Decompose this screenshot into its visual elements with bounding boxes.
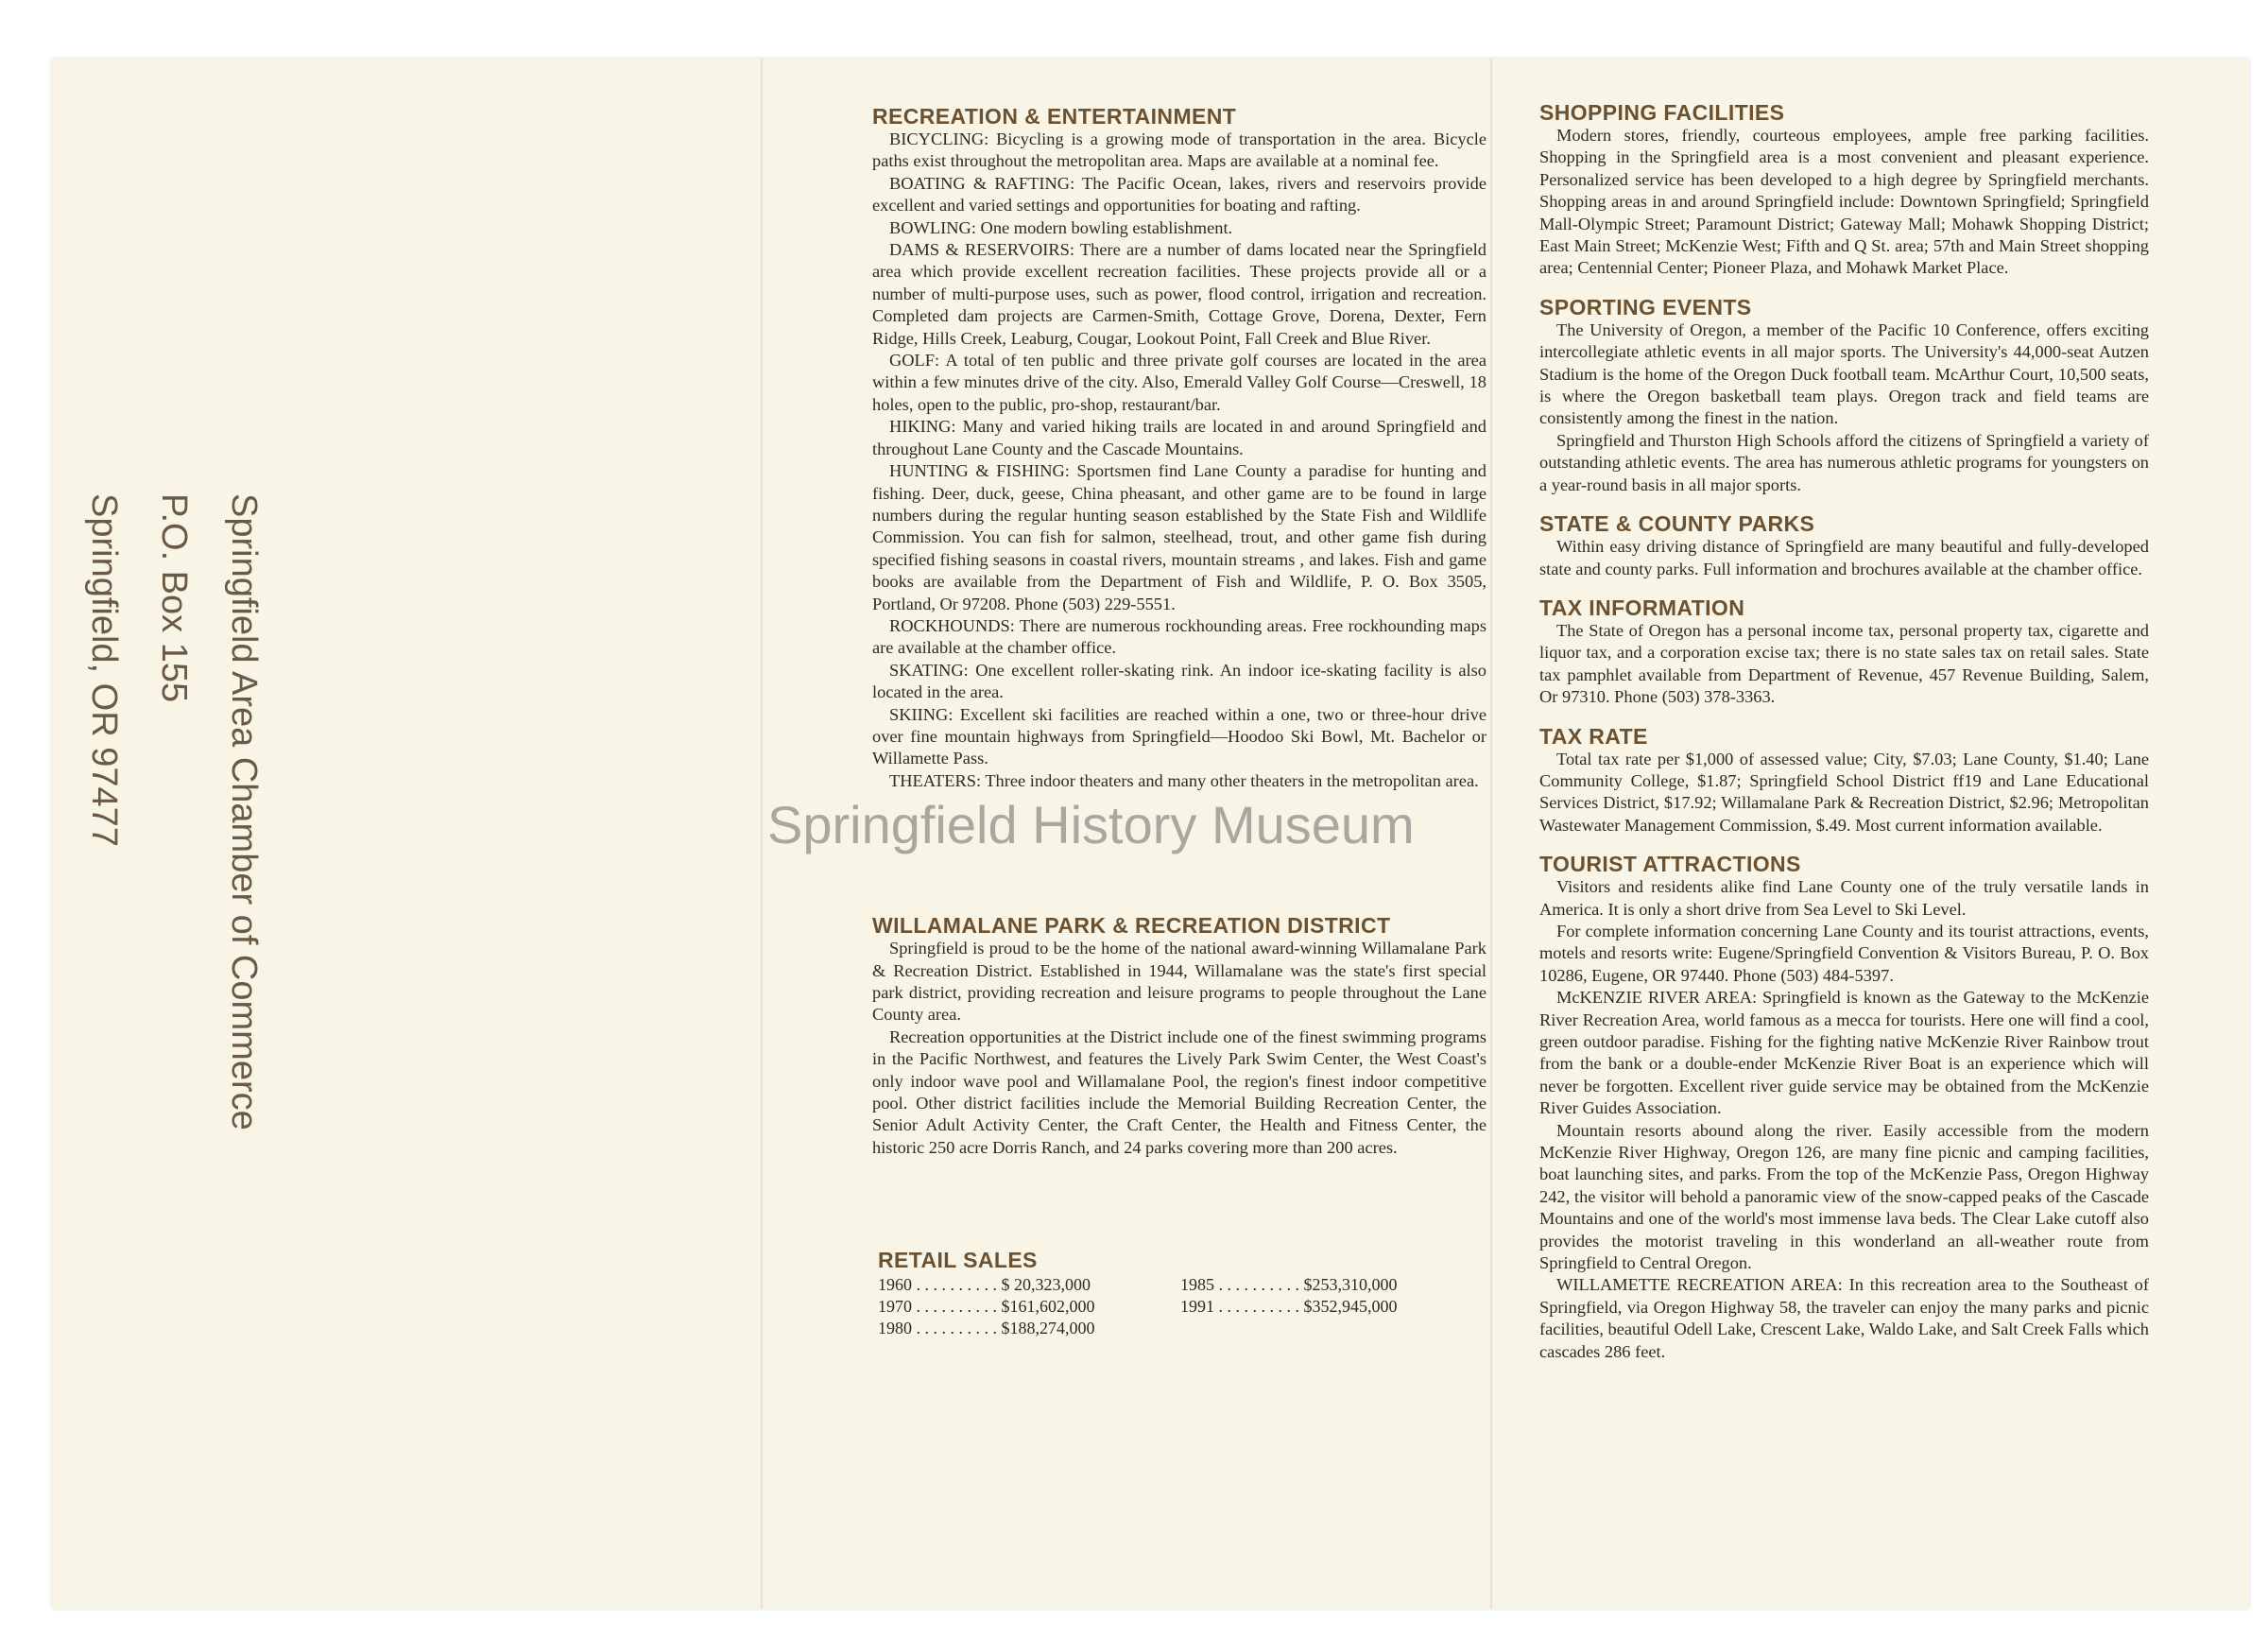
sporting-body: [1539, 319, 2149, 496]
shopping-body: [1539, 125, 2149, 280]
paragraph: SKATING: One excellent roller-skating rink. An indoor ice-skating facility is also located in the area.: [872, 660, 1486, 702]
paragraph: HUNTING & FISHING: Sportsmen find Lane County a paradise for hunting and fishing. Deer, duck, geese, China pheasant, and other game are to be found in large numbers during the regular hunting season established by the State Fish and Wildlife Commission. You can fish for salmon, steelhead, trout, and other game fish during specified fishing seasons in coastal rivers, mountain streams , and lakes. Fish and game books are available from the Department of Fish and Wildlife, P. O. Box 3505, Portland, Or 97208. Phone (503) 229-5551.: [872, 461, 1486, 613]
sporting-heading: SPORTING EVENTS: [1539, 294, 1752, 319]
right-panel: [1492, 59, 2249, 1609]
retail-right-column: [1180, 1274, 1483, 1339]
tax-info-body: [1539, 620, 2149, 709]
shopping-heading: SHOPPING FACILITIES: [1539, 100, 1785, 125]
mailing-address: [69, 493, 279, 1130]
paragraph: Visitors and residents alike find Lane County one of the truly versatile lands in America. It is only a short drive from Sea Level to Ski Level.: [1539, 877, 2149, 919]
retail-sales-section: [872, 1248, 1486, 1339]
paragraph: Total tax rate per $1,000 of assessed value; City, $7.03; Lane County, $1.40; Lane Community College, $1.87; Springfield School District ff19 and Lane Educational Services District, $17.92; Willamalane Park & Recreation District, $2.96; Metropolitan Wastewater Management Commission, $.49. Most current information available.: [1539, 749, 2149, 835]
parks-section: [1539, 511, 2149, 580]
tax-rate-section: [1539, 724, 2149, 837]
address-line-2: P.O. Box 155: [154, 493, 194, 703]
shopping-section: [1539, 100, 2149, 280]
paragraph: GOLF: A total of ten public and three private golf courses are located in the area within a few minutes drive of the city. Also, Emerald Valley Golf Course—Creswell, 18 holes, open to the public, pro-shop, restaurant/bar.: [872, 351, 1486, 414]
museum-watermark: Springfield History Museum: [767, 795, 1415, 854]
paragraph: BOATING & RAFTING: The Pacific Ocean, lakes, rivers and reservoirs provide excellent and varied settings and opportunities for boating and rafting.: [872, 173, 1486, 216]
paragraph: Springfield and Thurston High Schools afford the citizens of Springfield a variety of outstanding athletic events. The area has numerous athletic programs for youngsters on a year-round basis in all major sports.: [1539, 430, 2149, 494]
paragraph: Within easy driving distance of Springfield are many beautiful and fully-developed state and county parks. Full information and brochures available at the chamber office.: [1539, 537, 2149, 578]
parks-heading: STATE & COUNTY PARKS: [1539, 511, 1815, 537]
retail-sales-table: [878, 1274, 1483, 1339]
paragraph: WILLAMETTE RECREATION AREA: In this recreation area to the Southeast of Springfield, via Oregon Highway 58, the traveler can enjoy the many parks and picnic facilities, beautiful Odell Lake, Crescent Lake, Waldo Lake, and Salt Creek Falls which cascades 286 feet.: [1539, 1275, 2149, 1361]
address-line-1: Springfield Area Chamber of Commerce: [224, 493, 264, 1130]
parks-body: [1539, 536, 2149, 580]
paragraph: BICYCLING: Bicycling is a growing mode of transportation in the area. Bicycle paths exist throughout the metropolitan area. Maps are available at a nominal fee.: [872, 129, 1486, 171]
recreation-heading: RECREATION & ENTERTAINMENT: [872, 104, 1237, 129]
willamalane-body: [872, 938, 1486, 1159]
paragraph: DAMS & RESERVOIRS: There are a number of dams located near the Springfield area which provide excellent recreation facilities. These projects provide all or a number of multi-purpose uses, such as power, flood control, irrigation and recreation. Completed dam projects are Carmen-Smith, Cottage Grove, Dorena, Dexter, Fern Ridge, Hills Creek, Leaburg, Cougar, Lookout Point, Fall Creek and Blue River.: [872, 240, 1486, 348]
paragraph: The University of Oregon, a member of the Pacific 10 Conference, offers exciting intercollegiate athletic events in all major sports. The University's 44,000-seat Autzen Stadium is the home of the Oregon Duck football team. McArthur Court, 10,500 seats, is where the Oregon basketball team plays. Oregon track and field teams are consistently among the finest in the nation.: [1539, 319, 2149, 428]
retail-row: 1985 . . . . . . . . . . $253,310,000: [1180, 1275, 1398, 1295]
paragraph: HIKING: Many and varied hiking trails are located in and around Springfield and throughout Lane County and the Cascade Mountains.: [872, 417, 1486, 458]
sporting-section: [1539, 295, 2149, 496]
tax-info-heading: TAX INFORMATION: [1539, 595, 1745, 620]
retail-row: 1970 . . . . . . . . . . $161,602,000: [878, 1297, 1095, 1317]
tourist-heading: TOURIST ATTRACTIONS: [1539, 852, 1801, 877]
right-column: [1539, 100, 2149, 1363]
recreation-section: [872, 104, 1486, 792]
tax-rate-body: [1539, 749, 2149, 837]
retail-row: 1960 . . . . . . . . . . $ 20,323,000: [878, 1275, 1091, 1295]
paragraph: SKIING: Excellent ski facilities are reached within a one, two or three-hour drive over fine mountain highways from Springfield—Hoodoo Ski Bowl, Mt. Bachelor or Willamette Pass.: [872, 704, 1486, 768]
paragraph: Mountain resorts abound along the river. Easily accessible from the modern McKenzie River Highway, Oregon 126, are many fine picnic and camping facilities, boat launching sites, and parks. From the top of the McKenzie Pass, Oregon Highway 242, the visitor will behold a panoramic view of the snow-capped peaks of the Cascade Mountains and one of the world's most immense lava beds. The Clear Lake cutoff also provides the motorist traveling in this wonderland an all-weather route from Springfield to Central Oregon.: [1539, 1120, 2149, 1273]
paragraph: For complete information concerning Lane County and its tourist attractions, events, motels and resorts write: Eugene/Springfield Convention & Visitors Bureau, P. O. Box 10286, Eugene, OR 97440. Phone (503) 484-5397.: [1539, 921, 2149, 985]
paragraph: Springfield is proud to be the home of the national award-winning Willamalane Park & Recreation District. Established in 1944, Willamalane was the state's first special park district, providing recreation and leisure programs to people throughout the Lane County area.: [872, 939, 1486, 1025]
willamalane-section: [872, 913, 1486, 1159]
paragraph: McKENZIE RIVER AREA: Springfield is known as the Gateway to the McKenzie River Recreation Area, world famous as a mecca for tourists. Here one will find a cool, green outdoor paradise. Fishing for the fighting native McKenzie River Rainbow trout from the bank or a double-ender McKenzie River Boat is an experience which will never be forgotten. Excellent river guide service may be obtained from the McKenzie River Guides Association.: [1539, 988, 2149, 1118]
retail-row: 1991 . . . . . . . . . . $352,945,000: [1180, 1297, 1398, 1317]
retail-row: 1980 . . . . . . . . . . $188,274,000: [878, 1319, 1095, 1338]
retail-left-column: [878, 1274, 1180, 1339]
tax-rate-heading: TAX RATE: [1539, 723, 1648, 749]
paragraph: Modern stores, friendly, courteous employees, ample free parking facilities. Shopping in the Springfield area is a most convenient and pleasant experience. Personalized service has been developed to a high degree by Springfield merchants. Shopping areas in and around Springfield include: Downtown Springfield; Springfield Mall-Olympic Street; Paramount District; Gateway Mall; Mohawk Shopping District; East Main Street; McKenzie West; Fifth and Q St. area; 57th and Main Street shopping area; Centennial Center; Pioneer Plaza, and Mohawk Market Place.: [1539, 126, 2149, 278]
mailing-panel: [52, 59, 761, 1609]
middle-column: [872, 104, 1486, 1339]
paragraph: Recreation opportunities at the District include one of the finest swimming programs in the Pacific Northwest, and features the Lively Park Swim Center, the West Coast's only indoor wave pool and Willamalane Pool, the region's finest indoor competitive pool. Other district facilities include the Memorial Building Recreation Center, the Senior Adult Activity Center, the Craft Center, the Health and Fitness Center, the historic 250 acre Dorris Ranch, and 24 parks covering more than 200 acres.: [872, 1027, 1486, 1157]
tax-info-section: [1539, 595, 2149, 709]
address-line-3: Springfield, OR 97477: [84, 493, 124, 847]
paragraph: THEATERS: Three indoor theaters and many other theaters in the metropolitan area.: [889, 770, 1479, 790]
paragraph: BOWLING: One modern bowling establishment.: [889, 217, 1233, 237]
recreation-body: [872, 129, 1486, 792]
retail-sales-heading: RETAIL SALES: [878, 1248, 1038, 1273]
willamalane-heading: WILLAMALANE PARK & RECREATION DISTRICT: [872, 913, 1391, 939]
tourist-body: [1539, 876, 2149, 1363]
paragraph: ROCKHOUNDS: There are numerous rockhounding areas. Free rockhounding maps are available at the chamber office.: [872, 615, 1486, 658]
tourist-section: [1539, 852, 2149, 1363]
paragraph: The State of Oregon has a personal income tax, personal property tax, cigarette and liquor tax, and a corporation excise tax; there is no state sales tax on retail sales. State tax pamphlet available from Department of Revenue, 457 Revenue Building, Salem, Or 97310. Phone (503) 378-3363.: [1539, 620, 2149, 707]
